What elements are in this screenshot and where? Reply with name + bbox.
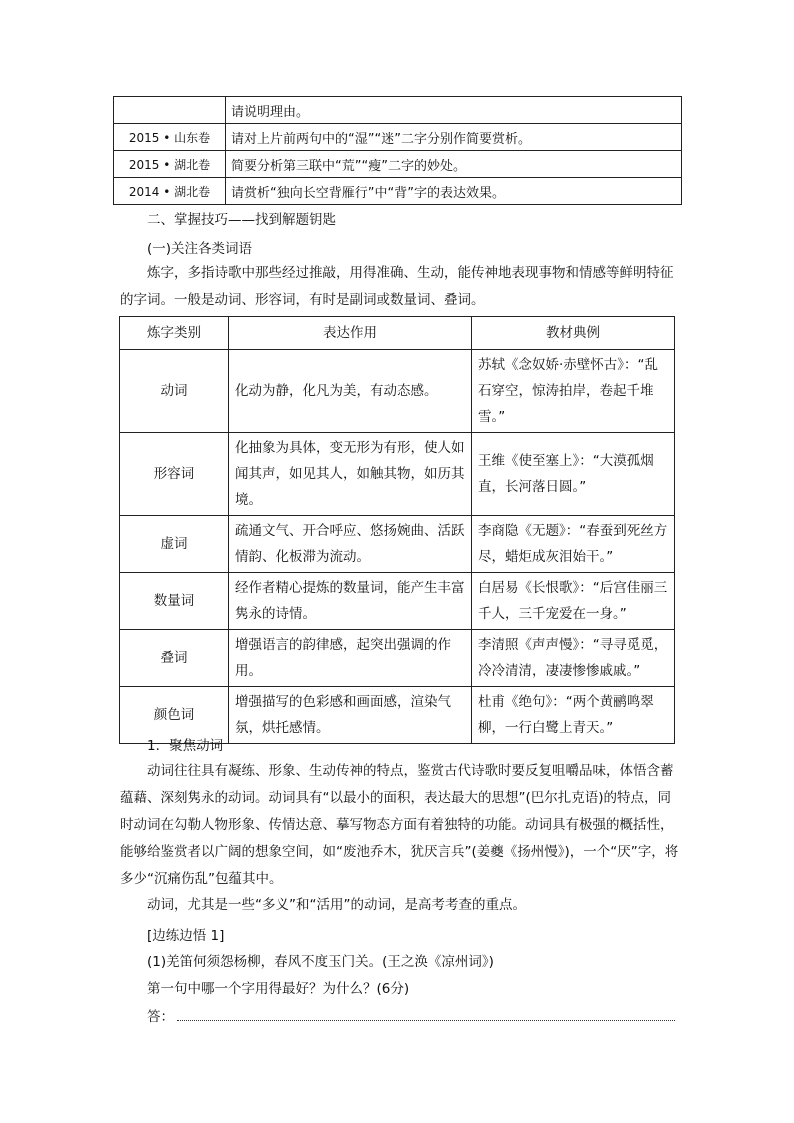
exam-question-table (113, 96, 682, 205)
example-cell: 王维《使至塞上》：“大漠孤烟直，长河落日圆。” (472, 433, 675, 516)
exam-year-cell: 2015 • 湖北卷 (114, 151, 226, 178)
exam-question-cell: 简要分析第三联中“荒”“瘦”二字的妙处。 (226, 151, 682, 178)
example-cell: 白居易《长恨歌》：“后宫佳丽三千人，三千宠爱在一身。” (472, 573, 675, 630)
poem-line: (1)羌笛何须怨杨柳，春风不度玉门关。(王之涣《凉州词》) (147, 954, 494, 970)
column-header: 教材典例 (472, 317, 675, 350)
table-row (114, 124, 682, 151)
exam-question-cell: 请对上片前两句中的“湿”“迷”二字分别作简要赏析。 (226, 124, 682, 151)
table-row (120, 350, 675, 433)
answer-line[interactable] (177, 1020, 675, 1021)
example-cell: 李清照《声声慢》：“寻寻觅觅，冷冷清清，凄凄惨惨戚戚。” (472, 630, 675, 687)
example-cell: 苏轼《念奴娇·赤壁怀古》：“乱石穿空，惊涛拍岸，卷起千堆雪。” (472, 350, 675, 433)
subsection-heading: (一)关注各类词语 (147, 241, 253, 257)
column-header: 表达作用 (229, 317, 472, 350)
paragraph-text: 动词往往具有凝练、形象、生动传神的特点，鉴赏古代诗歌时要反复咀嚼品味，体悟含蓄蕴藉、深刻隽永的动词。动词具有“以最小的面积，表达最大的思想”(巴尔扎克语)的特点，同时动词在勾勒人物形象、传情达意、摹写物态方面有着独特的功能。动词具有极强的概括性，能够给鉴赏者以广阔的想象空间，如“废池乔木，犹厌言兵”(姜夔《扬州慢》)，一个“厌”字，将多少“沉痛伤乱”包蕴其中。 (120, 763, 679, 887)
effect-cell: 增强语言的韵律感，起突出强调的作用。 (229, 630, 472, 687)
word-type-cell: 形容词 (120, 433, 229, 516)
exam-question-cell: 请说明理由。 (226, 97, 682, 124)
table-row (114, 178, 682, 205)
table-row (120, 433, 675, 516)
word-type-cell: 动词 (120, 350, 229, 433)
example-cell: 李商隐《无题》：“春蚕到死丝方尽，蜡炬成灰泪始干。” (472, 516, 675, 573)
table-row (120, 630, 675, 687)
body-paragraph (120, 892, 680, 919)
paragraph-text: 动词，尤其是一些“多义”和“活用”的动词，是高考考查的重点。 (147, 897, 526, 913)
subsection-heading: 1．聚焦动词 (147, 738, 224, 754)
table-row (120, 516, 675, 573)
word-type-cell: 数量词 (120, 573, 229, 630)
column-header: 炼字类别 (120, 317, 229, 350)
effect-cell: 疏通文气、开合呼应、悠扬婉曲、活跃情韵、化板滞为流动。 (229, 516, 472, 573)
exam-year-cell: 2014 • 湖北卷 (114, 178, 226, 205)
exam-year-cell: 2015 • 山东卷 (114, 124, 226, 151)
example-cell: 杜甫《绝句》：“两个黄鹂鸣翠柳，一行白鹭上青天。” (472, 687, 675, 744)
table-row (120, 573, 675, 630)
exam-question-cell: 请赏析“独向长空背雁行”中“背”字的表达效果。 (226, 178, 682, 205)
effect-cell: 化动为静，化凡为美，有动态感。 (229, 350, 472, 433)
exercise-label: [边练边悟 1] (147, 928, 225, 944)
intro-paragraph (120, 260, 680, 314)
table-header-row (120, 317, 675, 350)
intro-text: 炼字，多指诗歌中那些经过推敲，用得准确、生动，能传神地表现事物和情感等鲜明特征的字词。一般是动词、形容词，有时是副词或数量词、叠词。 (120, 265, 674, 308)
effect-cell: 增强描写的色彩感和画面感，渲染气氛，烘托感情。 (229, 687, 472, 744)
word-type-cell: 颜色词 (120, 687, 229, 744)
word-type-cell: 虚词 (120, 516, 229, 573)
word-type-cell: 叠词 (120, 630, 229, 687)
effect-cell: 经作者精心提炼的数量词，能产生丰富隽永的诗情。 (229, 573, 472, 630)
word-type-table (119, 316, 675, 744)
exam-year-cell (114, 97, 226, 124)
section-heading: 二、掌握技巧——找到解题钥匙 (147, 212, 336, 228)
exercise-question: 第一句中哪一个字用得最好？为什么？(6分) (147, 981, 410, 997)
effect-cell: 化抽象为具体，变无形为有形，使人如闻其声，如见其人，如触其物，如历其境。 (229, 433, 472, 516)
table-row (114, 97, 682, 124)
body-paragraph (120, 758, 680, 893)
answer-label: 答： (147, 1009, 174, 1025)
table-row (114, 151, 682, 178)
